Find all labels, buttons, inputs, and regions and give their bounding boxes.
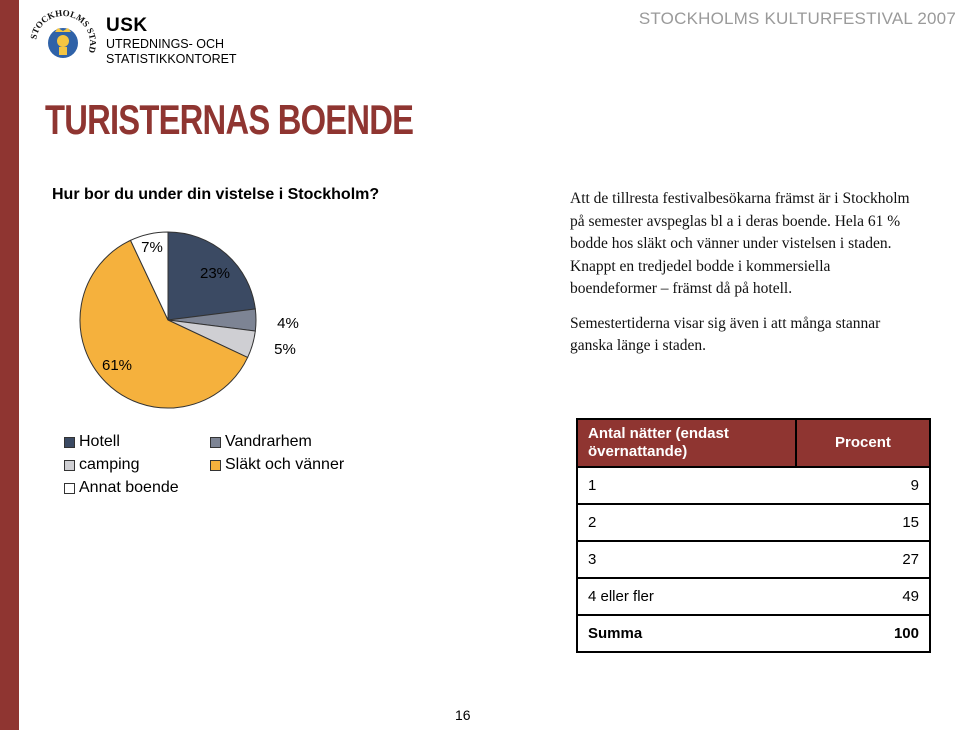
legend-swatch-camping [64,460,75,471]
legend-swatch-hotell [64,437,75,448]
festival-title: STOCKHOLMS KULTURFESTIVAL 2007 [638,9,956,28]
legend-item-slakt-och-vanner [210,456,344,474]
legend-item-vandrarhem [210,433,312,451]
table-total-row [577,615,930,652]
org-line-1: UTREDNINGS- OCH [106,37,225,51]
legend-label: camping [79,456,140,473]
org-line-2: STATISTIKKONTORET [106,51,237,66]
header-antal-natter: Antal nätter (endast övernattande) [577,419,796,467]
stockholm-seal-logo [28,8,98,78]
table-row [577,467,930,504]
total-value: 100 [796,615,930,652]
table-row [577,541,930,578]
organization-name [106,16,237,65]
table-header-row [577,419,930,467]
header-procent: Procent [796,419,930,467]
row-value: 15 [796,504,930,541]
table-row [577,578,930,615]
legend-swatch-annat-boende [64,483,75,494]
legend-label: Hotell [79,433,120,450]
row-value: 9 [796,467,930,504]
pie-label-släkt-och-vänner: 61% [101,357,133,374]
pie-chart [40,220,340,420]
legend-swatch-slakt-och-vanner [210,460,221,471]
legend-label: Släkt och vänner [225,456,345,473]
pie-label-hotell: 23% [199,265,231,282]
row-value: 49 [796,578,930,615]
chart-question: Hur bor du under din vistelse i Stockholm? [52,186,380,203]
legend-label: Annat boende [79,479,179,496]
org-abbreviation: USK [106,15,148,36]
total-label: Summa [577,615,796,652]
row-label: 1 [577,467,796,504]
left-accent-bar [0,0,19,730]
body-text [570,188,920,370]
pie-label-annat-boende: 7% [141,239,163,256]
legend-item-camping [64,456,139,474]
legend-item-annat-boende [64,479,179,497]
page-number: 16 [455,707,471,723]
legend-label: Vandrarhem [225,433,312,450]
legend-item-hotell [64,433,120,451]
pie-label-camping: 5% [274,341,296,358]
body-paragraph-2: Semestertiderna visar sig även i att många stannar ganska länge i staden. [570,314,881,354]
body-paragraph-1: Att de tillresta festivalbesökarna främst är i Stockholm på semester avspeglas bl a i deras boende. Hela 61 % bodde hos släkt och vänner under vistelsen i staden. Knappt en tredjedel bodde i kommersiella boendeformer – främst då på hotell. [570,190,910,297]
table-row [577,504,930,541]
pie-label-vandrarhem: 4% [277,315,299,332]
row-label: 2 [577,504,796,541]
svg-text:STOCKHOLMS STAD: STOCKHOLMS STAD [28,8,98,54]
row-label: 3 [577,541,796,578]
page-title: TURISTERNAS BOENDE [45,96,414,143]
row-label: 4 eller fler [577,578,796,615]
row-value: 27 [796,541,930,578]
nights-table [576,418,931,653]
legend-swatch-vandrarhem [210,437,221,448]
